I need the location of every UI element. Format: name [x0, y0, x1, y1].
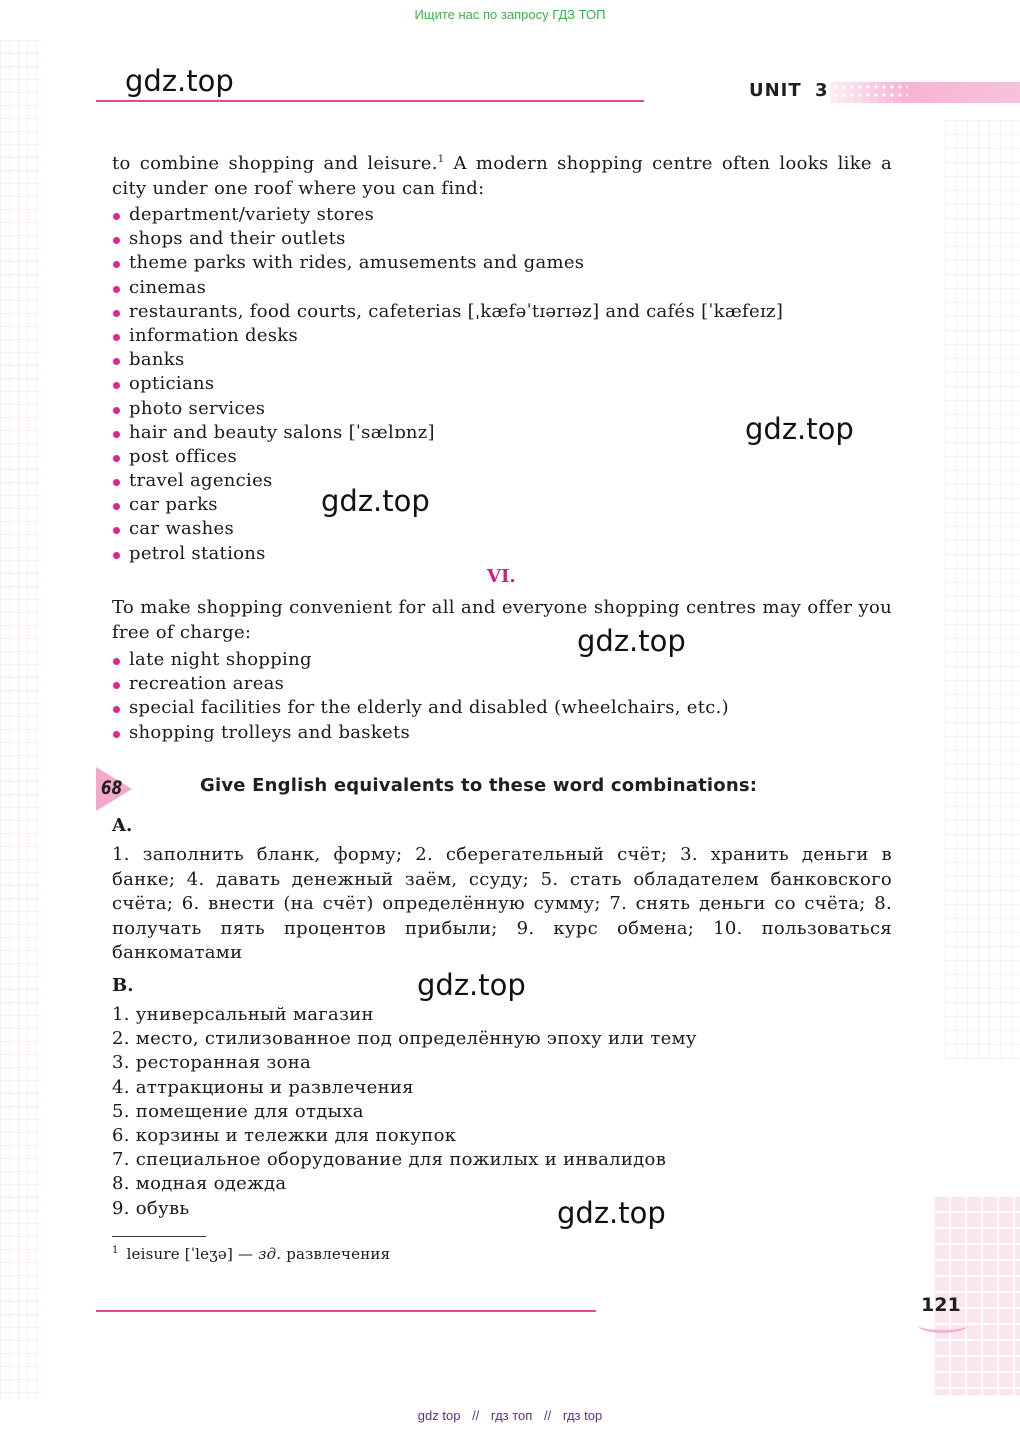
- list-item: car washes: [112, 517, 783, 541]
- unit-number: 3: [814, 80, 829, 101]
- list-item: recreation areas: [112, 672, 729, 696]
- section-b-label: B.: [112, 975, 134, 996]
- list-item: hair and beauty salons [ˈsælɒnz]: [112, 421, 783, 445]
- top-search-note: Ищите нас по запросу ГДЗ ТОП: [414, 7, 606, 22]
- list-item: 9. обувь: [112, 1197, 190, 1219]
- header-rule: [96, 100, 644, 102]
- list-item: shops and their outlets: [112, 227, 783, 251]
- list-item: restaurants, food courts, cafeterias [ˌkæfəˈtɪərɪəz] and cafés [ˈkæfeɪz]: [112, 300, 783, 324]
- list-item: shopping trolleys and baskets: [112, 721, 729, 745]
- watermark: gdz.top: [321, 484, 430, 518]
- list-item: photo services: [112, 397, 783, 421]
- intro-text-start: to combine shopping and leisure.: [112, 153, 438, 174]
- page-number: 121: [921, 1294, 961, 1316]
- right-margin-pattern: [945, 120, 1020, 1060]
- list-item: late night shopping: [112, 648, 729, 672]
- footer-link[interactable]: гдз top: [562, 1408, 603, 1423]
- list-item: department/variety stores: [112, 203, 783, 227]
- list-item: banks: [112, 348, 783, 372]
- footnote-ref: 1: [437, 154, 445, 165]
- footnote-abbr: зд.: [258, 1245, 282, 1263]
- watermark: gdz.top: [745, 412, 854, 446]
- exercise-title: Give English equivalents to these word combinations:: [200, 775, 758, 796]
- list-item: 1. универсальный магазин: [112, 1004, 374, 1025]
- vi-paragraph: To make shopping convenient for all and everyone shopping centres may offer you free of charge:: [112, 597, 892, 643]
- page-number-swoosh: [918, 1318, 968, 1333]
- left-margin-pattern: [0, 40, 40, 1400]
- footnote-meaning: развлечения: [281, 1245, 391, 1263]
- list-item: travel agencies: [112, 469, 783, 493]
- watermark: gdz.top: [557, 1196, 666, 1230]
- list-item: post offices: [112, 445, 783, 469]
- section-b-list: [112, 1003, 697, 1221]
- unit-label: [749, 80, 828, 101]
- list-item: 4. аттракционы и развлечения: [112, 1076, 414, 1098]
- watermark: gdz.top: [577, 624, 686, 658]
- list-item: 6. корзины и тележки для покупок: [112, 1124, 457, 1146]
- watermark: gdz.top: [125, 64, 234, 98]
- footer-separator: //: [543, 1408, 552, 1423]
- footer-links: [0, 1408, 1020, 1423]
- unit-word: UNIT: [749, 80, 802, 101]
- footer-link[interactable]: gdz top: [417, 1408, 461, 1423]
- section-a-label: A.: [112, 815, 133, 836]
- footnote-mark: 1: [112, 1245, 119, 1256]
- list-item: special facilities for the elderly and disabled (wheelchairs, etc.): [112, 696, 729, 720]
- unit-dots: [832, 83, 908, 102]
- list-item: petrol stations: [112, 542, 783, 566]
- list-item: 7. специальное оборудование для пожилых и инвалидов: [112, 1149, 667, 1171]
- footer-link[interactable]: гдз топ: [490, 1408, 533, 1423]
- intro-paragraph: [112, 147, 892, 201]
- list-item: theme parks with rides, amusements and games: [112, 251, 783, 275]
- watermark: gdz.top: [417, 968, 526, 1002]
- free-services-list: [112, 648, 729, 745]
- section-a-text: 1. заполнить бланк, форму; 2. сберегательный счёт; 3. хранить деньги в банке; 4. давать денежный заём, ссуду; 5. стать обладателем банковского счёта; 6. внести (на счёт) определённую сумму; 7. снять деньги со счёта; 8. получать пять процентов прибыли; 9. курс обмена; 10. пользоваться банкоматами: [112, 844, 892, 963]
- list-item: 2. место, стилизованное под определённую эпоху или тему: [112, 1028, 697, 1050]
- list-item: information desks: [112, 324, 783, 348]
- footnote-rule: [112, 1236, 206, 1237]
- footnote-text: leisure [ˈleʒə] —: [126, 1245, 259, 1263]
- footer-rule: [96, 1310, 596, 1312]
- list-item: 3. ресторанная зона: [112, 1052, 312, 1074]
- intro-text-end: A modern shopping centre often looks like a city under one roof where you can find:: [112, 153, 892, 199]
- list-item: cinemas: [112, 276, 783, 300]
- exercise-number: 68: [101, 777, 123, 799]
- footnote: [112, 1245, 390, 1263]
- list-item: 8. модная одежда: [112, 1173, 287, 1195]
- exercise-badge: [96, 767, 136, 811]
- shopping-centre-list: [112, 203, 783, 566]
- list-item: opticians: [112, 372, 783, 396]
- footer-separator: //: [472, 1408, 480, 1423]
- list-item: 5. помещение для отдыха: [112, 1100, 364, 1122]
- list-item: car parks: [112, 493, 783, 517]
- section-vi-heading: VI.: [487, 566, 516, 587]
